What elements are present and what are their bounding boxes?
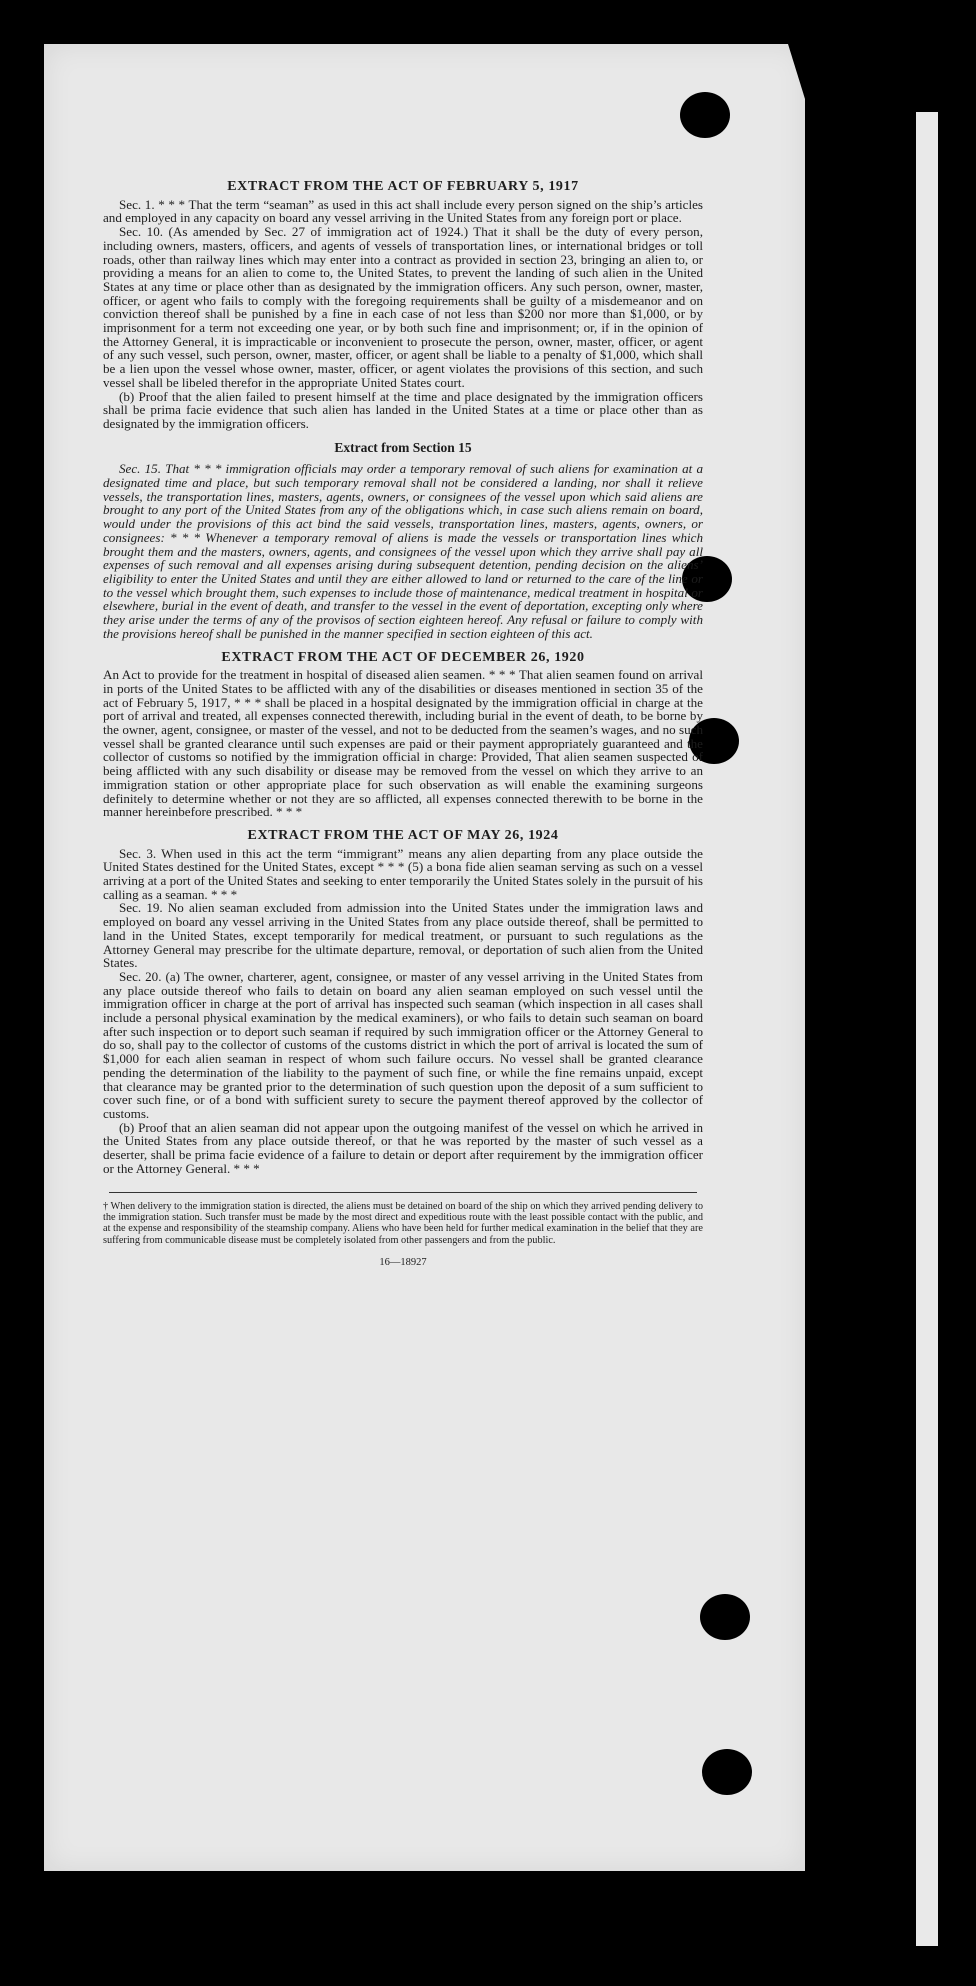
section-act-1917: [103, 180, 703, 431]
paragraph: An Act to provide for the treatment in hospital of diseased alien seamen. * * * That alien seamen found on arrival in ports of the United States to be afflicted with any of the disabilities or diseases mentioned in section 35 of the act of February 5, 1917, * * * shall be placed in a hospital designated by the immigration official in charge at the port of arrival and treated, all expenses connected therewith, including burial in the event of death, to be borne by the owner, agent, consignee, or master of the vessel, and not to be deducted from the seamen’s wages, and no such vessel shall be granted clearance until such expenses are paid or their payment appropriately guaranteed and the collector of customs so notified by the immigration official in charge: Provided, That alien seamen suspected of being afflicted with any such disability or disease may be removed from the vessel on which they arrive to an immigration station or other appropriate place for such observation as will enable the examining surgeons definitely to determine whether or not they are so afflicted, all expenses connected therewith to be borne in the manner hereinbefore prescribed. * * *: [103, 667, 703, 820]
footnote: † When delivery to the immigration station is directed, the aliens must be detained on board of the ship on which they arrived pending delivery to the immigration station. Such transfer must be made by the most direct and expeditious route with the least possible contact with the public, and at the expense and responsibility of the steamship company. Aliens who have been held for further medical examination in the belief that they are suffering from communicable disease must be completely isolated from other passengers and from the public.: [103, 1200, 703, 1246]
section-heading: EXTRACT FROM THE ACT OF FEBRUARY 5, 1917: [227, 179, 579, 194]
paragraph: Sec. 19. No alien seaman excluded from admission into the United States under the immigration laws and employed on board any vessel arriving in the United States from any place outside thereof, shall be permitted to land in the United States, except temporarily for medical treatment, or pursuant to such regulations as the Attorney General may prescribe for the ultimate departure, removal, or deportation of such alien from the United States.: [103, 900, 703, 971]
section-act-1920: [103, 651, 703, 819]
footnote-divider: [109, 1192, 697, 1193]
paragraph: (b) Proof that the alien failed to present himself at the time and place designated by the immigration officers shall be prima facie evidence that such alien has landed in the United States at a time or place other than as designated by the immigration officers.: [103, 388, 703, 431]
section-extract-15: [103, 441, 703, 641]
punch-hole: [680, 92, 730, 138]
punch-hole: [700, 1594, 750, 1640]
section-heading: EXTRACT FROM THE ACT OF MAY 26, 1924: [247, 827, 559, 843]
punch-hole: [702, 1749, 752, 1795]
paragraph: Sec. 20. (a) The owner, charterer, agent, consignee, or master of any vessel arriving in the United States from any place outside thereof who fails to detain on board any alien seaman employed on such vessel until the immigration officer in charge at the port of arrival has inspected such seaman (which inspection in all cases shall include a personal physical examination by the medical examiners), or who fails to detain such seaman on board after such inspection or to deport such seaman if required by such immigration officer or the Attorney General to do so, shall pay to the collector of customs of the customs district in which the port of arrival is located the sum of $1,000 for each alien seaman in respect of whom such failure occurs. No vessel shall be granted clearance pending the determination of the liability to the payment of such fine, or while the fine remains unpaid, except that clearance may be granted prior to the determination of such question upon the deposit of a sum sufficient to cover such fine, or of a bond with sufficient surety to secure the payment thereof approved by the collector of customs.: [103, 968, 703, 1121]
paragraph: Sec. 10. (As amended by Sec. 27 of immigration act of 1924.) That it shall be the duty of every person, including owners, masters, officers, and agents of vessels of transportation lines, or international bridges or toll roads, other than railway lines which may enter into a contract as provided in section 23, bringing an alien to, or providing a means for an alien to come to, the United States, to prevent the landing of such alien in the United States at any time or place other than as designated by the immigration officers. Any such person, owner, master, officer, or agent who fails to comply with the foregoing requirements shall be guilty of a misdemeanor and on conviction thereof shall be punished by a fine in each case of not less than $200 nor more than $1,000, or by imprisonment for a term not exceeding one year, or by both such fine and imprisonment; or, if in the opinion of the Attorney General, it is impracticable or inconvenient to prosecute the person, owner, master, officer, or agent of any such vessel, such person, owner, master, officer, or agent shall be liable to a penalty of $1,000, which shall be a lien upon the vessel whose owner, master, officer, or agent violates the provisions of this section, and such vessel shall be libeled therefor in the appropriate United States court.: [103, 224, 703, 390]
document-text: [103, 180, 703, 1270]
paragraph: Sec. 3. When used in this act the term “immigrant” means any alien departing from any place outside the United States destined for the United States, except * * * (5) a bona fide alien seaman serving as such on a vessel arriving at a port of the United States and seeking to enter temporarily the United States solely in the pursuit of his calling as a seaman. * * *: [103, 845, 703, 902]
paragraph: Sec. 15. That * * * immigration officials may order a temporary removal of such aliens for examination at a designated time and place, but such temporary removal shall not be considered a landing, nor shall it relieve vessels, the transportation lines, masters, agents, owners, or consignees of the vessel upon which said aliens are brought to any port of the United States from any of the obligations which, in case such aliens remain on board, would under the provisions of this act bind the said vessels, transportation lines, masters, agents, owners, or consignees: * * * Whenever a temporary removal of aliens is made the vessels or transportation lines which brought them and the masters, owners, agents, and consignees of the vessel upon which they arrive shall pay all expenses of such removal and all expenses arising during subsequent detention, pending decision on the aliens’ eligibility to enter the United States and until they are either allowed to land or returned to the care of the line or to the vessel which brought them, such expenses to include those of maintenance, medical treatment in hospital or elsewhere, burial in the event of death, and transfer to the vessel in the event of deportation, excepting only where they arise under the terms of any of the provisos of section eighteen hereof. Any refusal or failure to comply with the provisions hereof shall be punished in the manner specified in section eighteen of this act.: [103, 461, 703, 641]
section-act-1924: [103, 829, 703, 1176]
section-heading: EXTRACT FROM THE ACT OF DECEMBER 26, 1920: [221, 649, 585, 665]
form-number: 16—18927: [379, 1257, 427, 1269]
paragraph: (b) Proof that an alien seaman did not appear upon the outgoing manifest of the vessel on which he arrived in the United States from any place outside thereof, or that he was reported by the master of such vessel as a deserter, shall be prima facie evidence of a failure to detain or deport after requirement by the immigration officer or the Attorney General. * * *: [103, 1119, 703, 1176]
paragraph: Sec. 1. * * * That the term “seaman” as used in this act shall include every person signed on the ship’s articles and employed in any capacity on board any vessel arriving in the United States from any foreign port or place.: [103, 196, 703, 226]
section-subheading: Extract from Section 15: [334, 439, 472, 455]
paper-edge-strip: [916, 112, 938, 1946]
